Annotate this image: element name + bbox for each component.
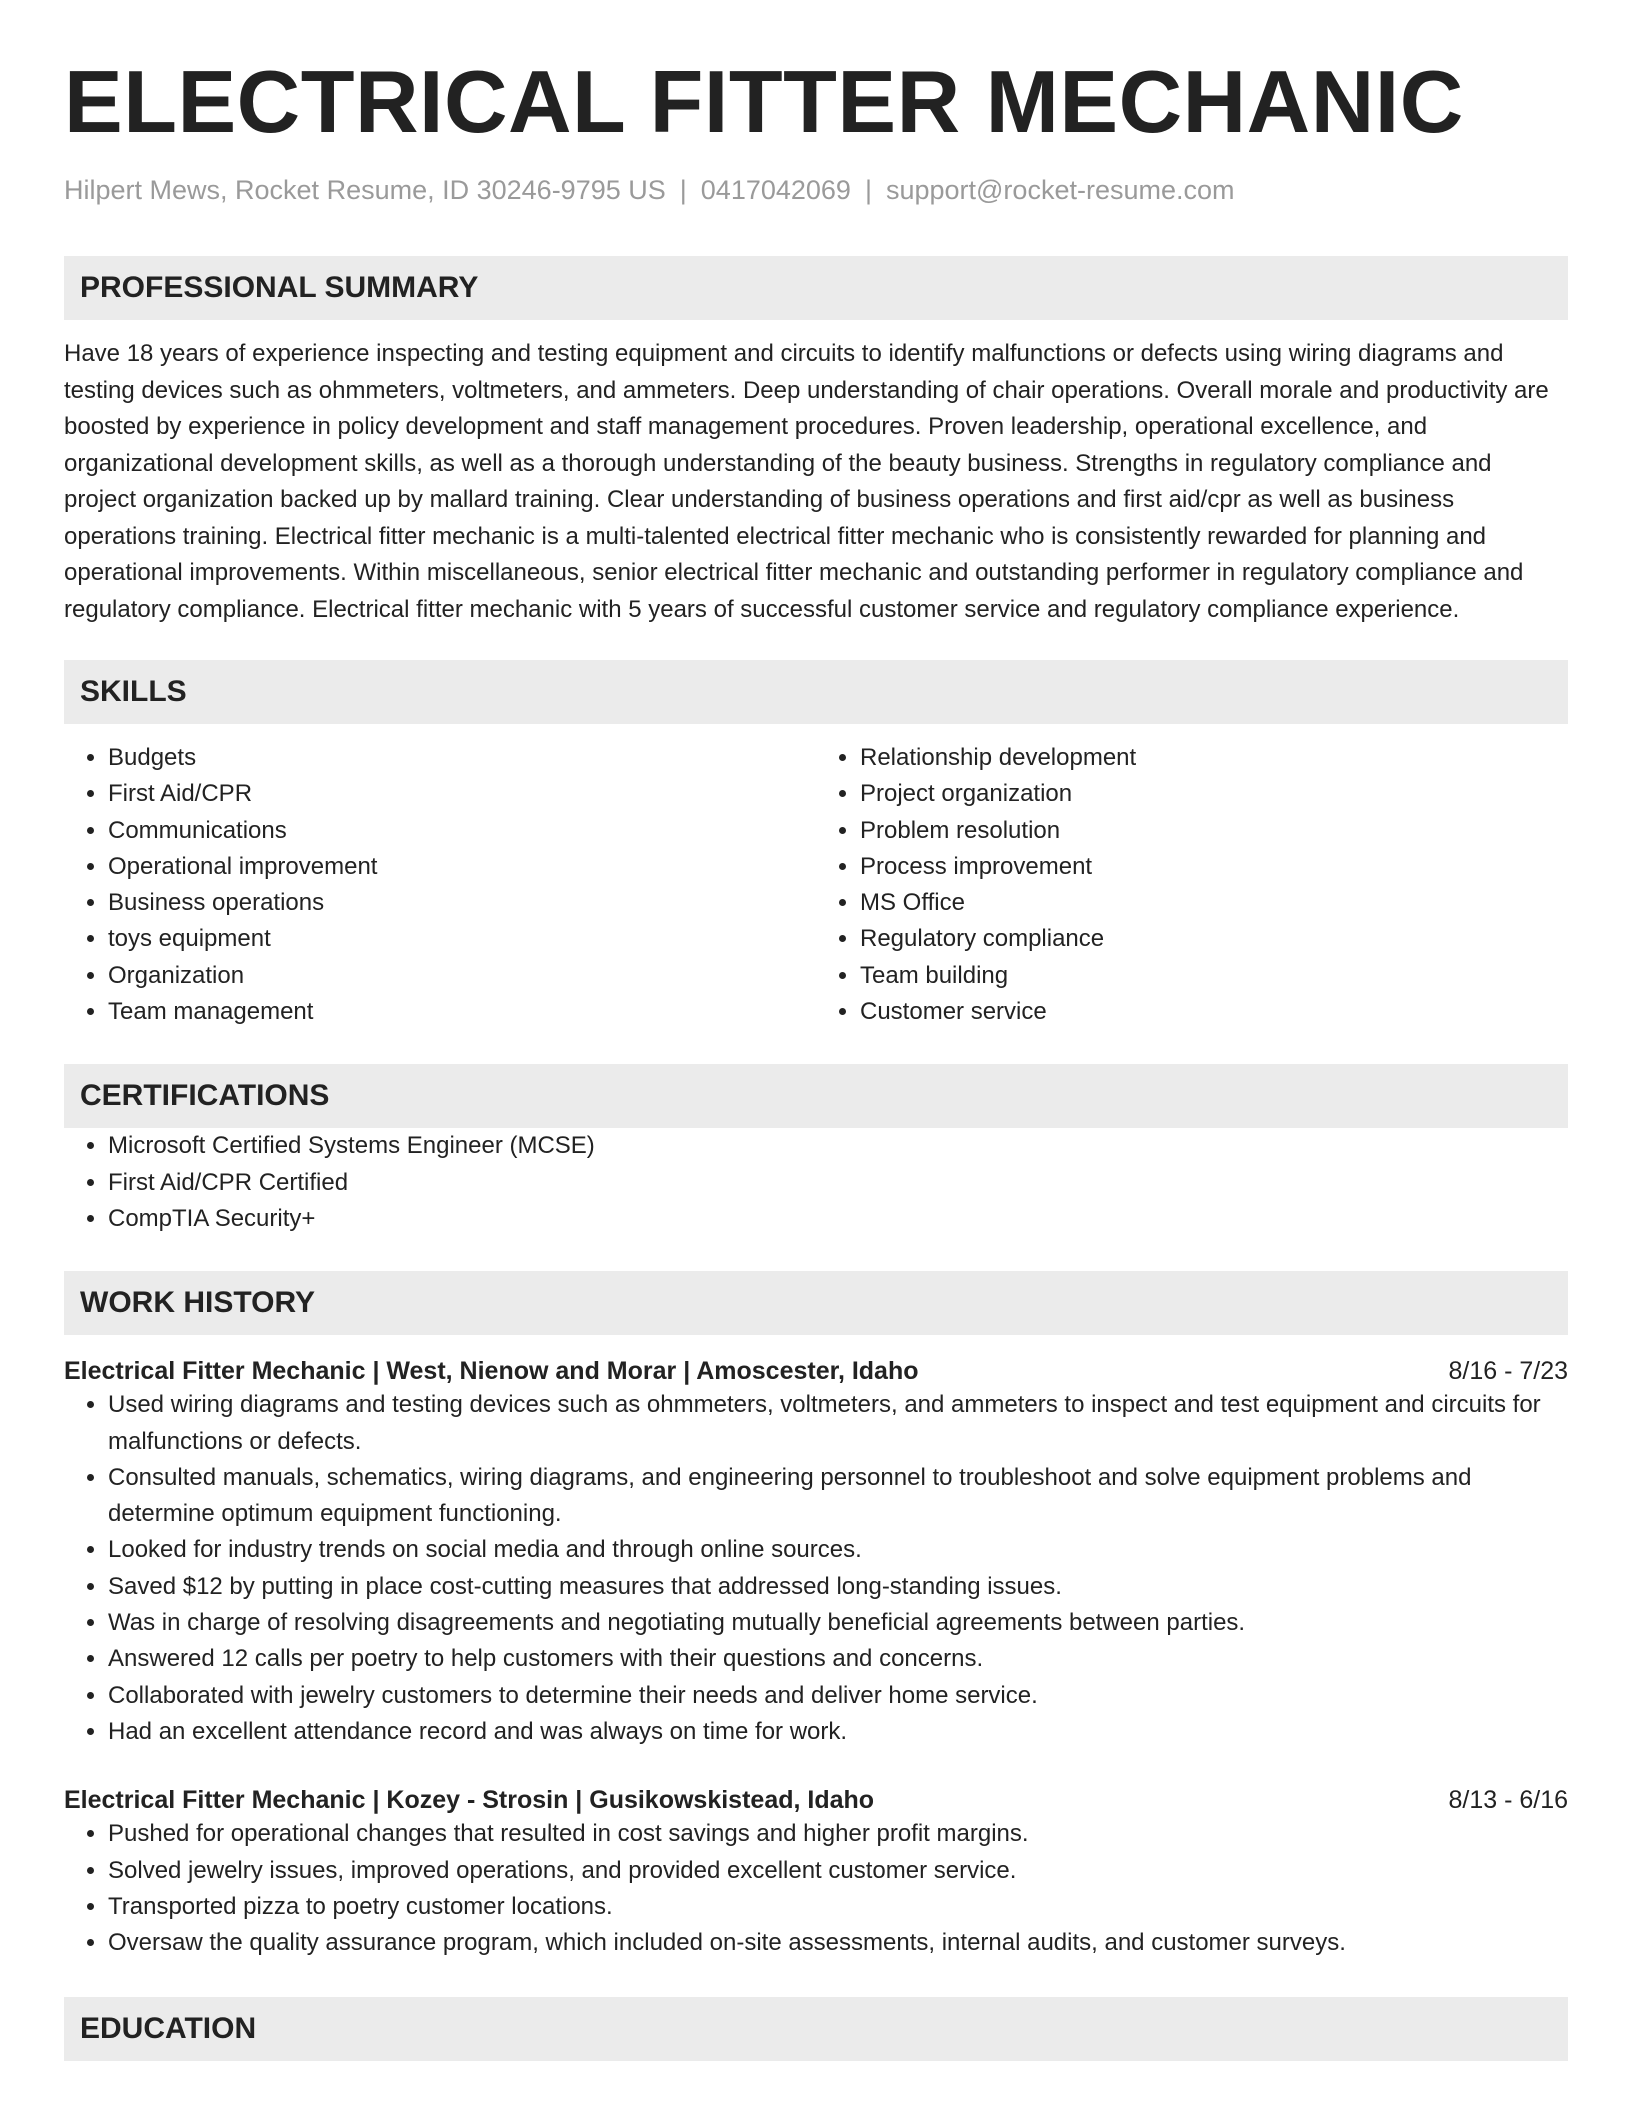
skill-item: • Problem resolution: [860, 813, 1568, 849]
skill-item: • Relationship development: [860, 740, 1568, 776]
job-bullet: • Consulted manuals, schematics, wiring diagrams, and engineering personnel to troubleshoot and solve equipment problems and determine optimum equipment functioning.: [108, 1460, 1568, 1533]
job-title: Electrical Fitter Mechanic | Kozey - Strosin | Gusikowskistead, Idaho: [64, 1786, 875, 1815]
job-bullet: • Had an excellent attendance record and was always on time for work.: [108, 1714, 1568, 1750]
job-bullet: • Oversaw the quality assurance program, which included on-site assessments, internal audits, and customer surveys.: [108, 1925, 1568, 1961]
certification-item: • Microsoft Certified Systems Engineer (MCSE): [108, 1128, 1568, 1164]
skill-item: • Team building: [860, 958, 1568, 994]
section-heading-summary: PROFESSIONAL SUMMARY: [64, 256, 1568, 320]
skills-list: [64, 740, 1568, 1030]
job-bullet: • Answered 12 calls per poetry to help customers with their questions and concerns.: [108, 1641, 1568, 1677]
job-bullet: • Looked for industry trends on social media and through online sources.: [108, 1532, 1568, 1568]
job-dates: 8/13 - 6/16: [1448, 1786, 1568, 1815]
contact-address: Hilpert Mews, Rocket Resume, ID 30246-9795 US: [64, 175, 666, 205]
skills-column-right: [816, 740, 1568, 1030]
skill-item: • Regulatory compliance: [860, 921, 1568, 957]
contact-line: [64, 174, 1568, 206]
contact-phone: 0417042069: [700, 175, 851, 205]
job-bullet: • Saved $12 by putting in place cost-cutting measures that addressed long-standing issues.: [108, 1569, 1568, 1605]
job-bullet-list: [64, 1816, 1568, 1961]
job-bullet: • Solved jewelry issues, improved operations, and provided excellent customer service.: [108, 1853, 1568, 1889]
skill-item: • Business operations: [108, 885, 816, 921]
skill-item: • Communications: [108, 813, 816, 849]
job-entry: [64, 1355, 1568, 1750]
summary-text: Have 18 years of experience inspecting and testing equipment and circuits to identify malfunctions or defects using wiring diagrams and testing devices such as ohmmeters, voltmeters, and ammeters. Deep understanding of chair operations. Overall morale and productivity are boosted by experience in policy development and staff management procedures. Proven leadership, operational excellence, and organizational development skills, as well as a thorough understanding of the beauty business. Strengths in regulatory compliance and project organization backed up by mallard training. Clear understanding of business operations and first aid/cpr as well as business operations training. Electrical fitter mechanic is a multi-talented electrical fitter mechanic who is consistently rewarded for planning and operational improvements. Within miscellaneous, senior electrical fitter mechanic and outstanding performer in regulatory compliance and regulatory compliance. Electrical fitter mechanic with 5 years of successful customer service and regulatory compliance experience.: [64, 340, 1549, 623]
skill-item: • Operational improvement: [108, 849, 816, 885]
skill-item: • Budgets: [108, 740, 816, 776]
section-heading-skills: SKILLS: [64, 660, 1568, 724]
job-bullet: • Was in charge of resolving disagreements and negotiating mutually beneficial agreements between parties.: [108, 1605, 1568, 1641]
job-bullet: • Collaborated with jewelry customers to determine their needs and deliver home service.: [108, 1678, 1568, 1714]
job-entry: [64, 1784, 1568, 1961]
certification-item: • CompTIA Security+: [108, 1201, 1568, 1237]
skill-item: • Project organization: [860, 776, 1568, 812]
certification-item: • First Aid/CPR Certified: [108, 1165, 1568, 1201]
contact-separator: |: [679, 175, 687, 205]
skill-item: • Organization: [108, 958, 816, 994]
job-bullet: • Used wiring diagrams and testing devices such as ohmmeters, voltmeters, and ammeters to inspect and test equipment and circuits for malfunctions or defects.: [108, 1387, 1568, 1460]
certifications-list: [64, 1128, 1568, 1237]
skill-item: • Process improvement: [860, 849, 1568, 885]
job-bullet: • Transported pizza to poetry customer locations.: [108, 1889, 1568, 1925]
skills-column-left: [64, 740, 816, 1030]
contact-email: support@rocket-resume.com: [885, 175, 1235, 205]
skill-item: • Team management: [108, 994, 816, 1030]
job-bullet-list: [64, 1387, 1568, 1750]
job-title: Electrical Fitter Mechanic | West, Nienow and Morar | Amoscester, Idaho: [64, 1357, 919, 1386]
section-heading-work-history: WORK HISTORY: [64, 1271, 1568, 1335]
skill-item: • First Aid/CPR: [108, 776, 816, 812]
skill-item: • toys equipment: [108, 921, 816, 957]
section-heading-certifications: CERTIFICATIONS: [64, 1064, 1568, 1128]
contact-separator: |: [864, 175, 872, 205]
skill-item: • Customer service: [860, 994, 1568, 1030]
section-heading-education: EDUCATION: [64, 1997, 1568, 2061]
job-header: [64, 1355, 1568, 1387]
job-dates: 8/16 - 7/23: [1448, 1357, 1568, 1386]
job-header: [64, 1784, 1568, 1816]
candidate-name: ELECTRICAL FITTER MECHANIC: [64, 52, 1464, 151]
job-bullet: • Pushed for operational changes that resulted in cost savings and higher profit margins.: [108, 1816, 1568, 1852]
skill-item: • MS Office: [860, 885, 1568, 921]
